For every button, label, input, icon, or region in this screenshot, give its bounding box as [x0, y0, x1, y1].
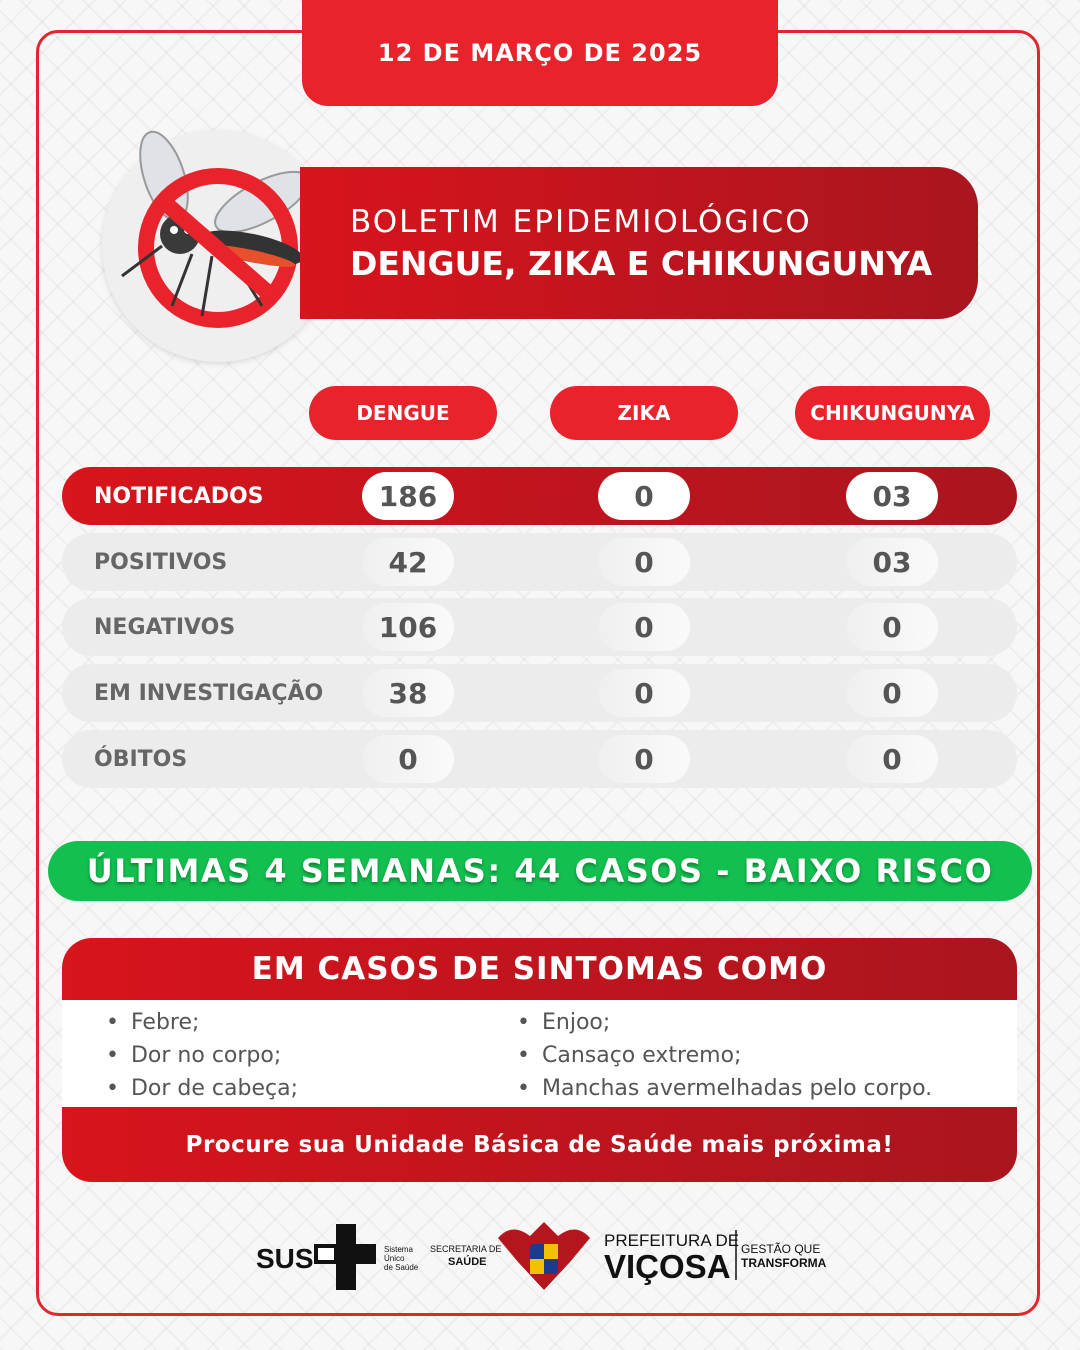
cell-chikungunya: 0: [846, 735, 938, 783]
symptoms-title: EM CASOS DE SINTOMAS COMO: [62, 938, 1017, 1000]
column-header-dengue: DENGUE: [309, 386, 497, 440]
row-label: ÓBITOS: [94, 746, 188, 772]
date-tab: [302, 0, 778, 106]
banner-title: DENGUE, ZIKA E CHIKUNGUNYA: [350, 243, 933, 283]
column-header-chikungunya: CHIKUNGUNYA: [795, 386, 990, 440]
list-item: • Dor no corpo;: [106, 1039, 298, 1072]
cell-chikungunya: 03: [846, 472, 938, 520]
title-banner: [300, 167, 978, 319]
call-to-action: Procure sua Unidade Básica de Saúde mais próxima!: [62, 1107, 1017, 1182]
slogan-line2: TRANSFORMA: [741, 1256, 827, 1270]
cell-chikungunya: 0: [846, 669, 938, 717]
cell-dengue: 186: [362, 472, 454, 520]
cell-zika: 0: [598, 472, 690, 520]
list-item: • Manchas avermelhadas pelo corpo.: [517, 1072, 932, 1105]
cell-dengue: 38: [362, 669, 454, 717]
prefeitura-label: PREFEITURA DE: [604, 1231, 740, 1250]
row-label: EM INVESTIGAÇÃO: [94, 680, 324, 706]
sus-logo-text: SUS: [256, 1243, 314, 1274]
table-row: [62, 598, 1017, 656]
table-row: [62, 664, 1017, 722]
coat-of-arms-icon: [498, 1222, 590, 1290]
cell-zika: 0: [598, 669, 690, 717]
cell-zika: 0: [598, 735, 690, 783]
cell-dengue: 42: [362, 538, 454, 586]
footer-logos: [252, 1212, 832, 1296]
symptoms-left-list: [106, 1006, 298, 1105]
symptoms-list: [62, 1000, 1017, 1107]
symptoms-card: [62, 938, 1017, 1182]
secretaria-line2: SAÚDE: [448, 1256, 487, 1268]
row-label: NOTIFICADOS: [94, 483, 264, 509]
partner-logos: [252, 1212, 832, 1296]
table-row: [62, 467, 1017, 525]
cell-dengue: 106: [362, 603, 454, 651]
sus-cross-icon: [314, 1224, 376, 1290]
list-item: • Enjoo;: [517, 1006, 932, 1039]
table-row: [62, 533, 1017, 591]
date-text: 12 DE MARÇO DE 2025: [377, 39, 703, 67]
sus-sub-2: Único: [384, 1254, 405, 1263]
list-item: • Febre;: [106, 1006, 298, 1039]
row-label: NEGATIVOS: [94, 614, 236, 640]
cell-zika: 0: [598, 538, 690, 586]
column-header-zika: ZIKA: [550, 386, 738, 440]
sus-sub-3: de Saúde: [384, 1263, 419, 1272]
banner-subtitle: BOLETIM EPIDEMIOLÓGICO: [350, 203, 812, 240]
cell-chikungunya: 0: [846, 603, 938, 651]
sus-sub-1: Sistema: [384, 1245, 413, 1254]
list-item: • Cansaço extremo;: [517, 1039, 932, 1072]
slogan-line1: GESTÃO QUE: [741, 1242, 821, 1256]
risk-summary-banner: ÚLTIMAS 4 SEMANAS: 44 CASOS - BAIXO RISCO: [48, 841, 1032, 901]
symptoms-right-list: [517, 1006, 932, 1105]
row-label: POSITIVOS: [94, 549, 228, 575]
cell-zika: 0: [598, 603, 690, 651]
table-row: [62, 730, 1017, 788]
list-item: • Dor de cabeça;: [106, 1072, 298, 1105]
secretaria-line1: SECRETARIA DE: [430, 1244, 502, 1254]
cell-dengue: 0: [362, 735, 454, 783]
city-name: VIÇOSA: [604, 1248, 731, 1285]
cell-chikungunya: 03: [846, 538, 938, 586]
